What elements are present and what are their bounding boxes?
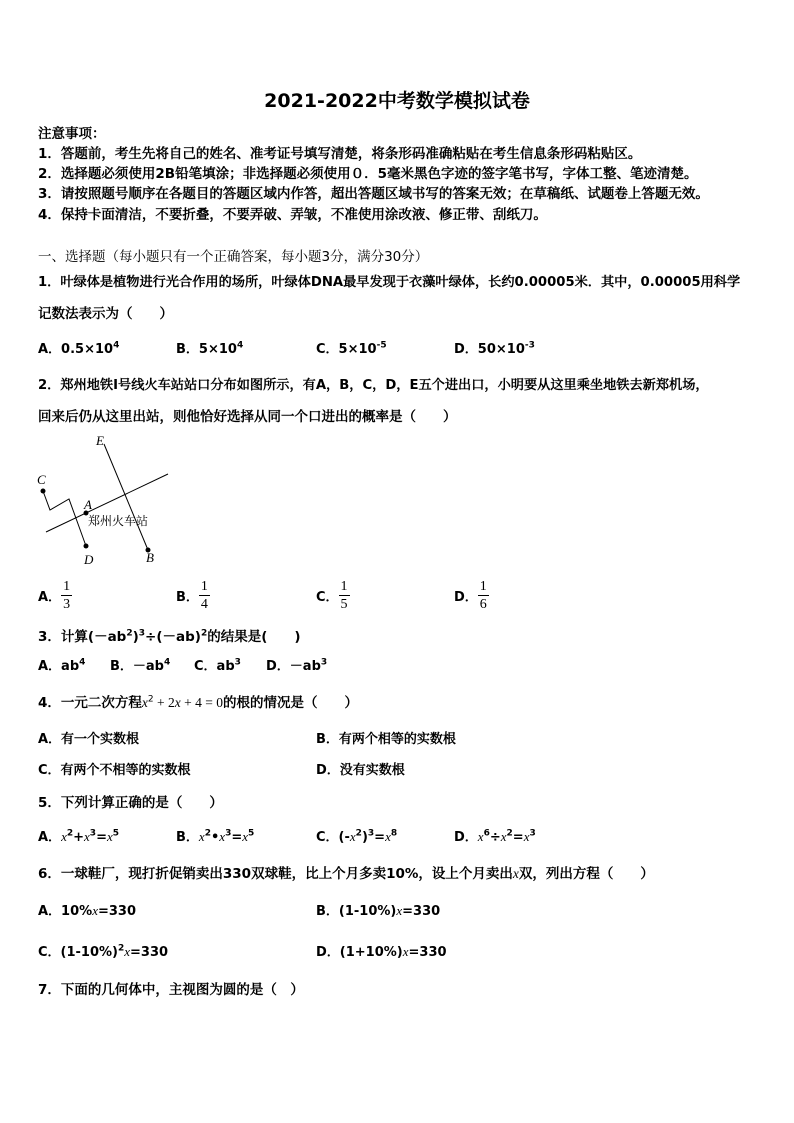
q5-option-d: D．$x^6\div x^2=x^3$ bbox=[454, 828, 536, 845]
question-7: 7．下面的几何体中，主视图为圆的是（ ） bbox=[38, 982, 304, 998]
label-e: E bbox=[96, 434, 104, 448]
question-2-line-1: 2．郑州地铁Ⅰ号线火车站站口分布如图所示，有A，B，C，D，E五个进出口，小明要从这里乘坐地铁去新郑机场， bbox=[38, 378, 709, 393]
q4-option-c: C．有两个不相等的实数根 bbox=[38, 763, 191, 778]
q1-option-d: D．$50\times 10^{-3}$ bbox=[454, 340, 535, 357]
station-map-figure bbox=[36, 434, 176, 569]
section-heading: 一、选择题（每小题只有一个正确答案，每小题3分，满分30分） bbox=[38, 249, 429, 265]
question-4: 4．一元二次方程$x^2 + 2x + 4 = 0$的根的情况是（ ） bbox=[38, 694, 358, 711]
line-e-b bbox=[104, 444, 148, 550]
q4-option-b: B．有两个相等的实数根 bbox=[316, 732, 456, 747]
q6-option-c: C．$(1-10\%)^2x=330$ bbox=[38, 943, 169, 960]
notice-item-2: 2．选择题必须使用2B铅笔填涂；非选择题必须使用０．5毫米黑色字迹的签字笔书写，字体工整、笔迹清楚。 bbox=[38, 166, 698, 182]
notice-item-1: 1．答题前，考生先将自己的姓名、准考证号填写清楚，将条形码准确粘贴在考生信息条形码粘贴区。 bbox=[38, 146, 642, 162]
question-2-line-2: 回来后仍从这里出站，则他恰好选择从同一个口进出的概率是（ ） bbox=[38, 409, 457, 425]
notice-heading: 注意事项： bbox=[38, 126, 106, 142]
q3-option-d: D．$-ab^3$ bbox=[266, 657, 328, 674]
label-a: A bbox=[84, 497, 92, 512]
line-c-d bbox=[43, 491, 86, 546]
q1-option-a: A．$0.5\times 10^4$ bbox=[38, 340, 120, 357]
q2-option-a: A． $\frac{1}{3}$ bbox=[38, 579, 71, 612]
q3-option-b: B．$-ab^4$ bbox=[110, 657, 171, 674]
q4-option-d: D．没有实数根 bbox=[316, 763, 405, 778]
q5-option-b: B．$x^2•x^3=x^5$ bbox=[176, 828, 255, 845]
q6-option-b: B．(1-10%)x=330 bbox=[316, 903, 441, 919]
q6-option-a: A．10%x=330 bbox=[38, 903, 136, 919]
q3-option-a: A．$ab^4$ bbox=[38, 657, 86, 674]
point-d bbox=[84, 544, 89, 549]
notice-item-3: 3．请按照题号顺序在各题目的答题区域内作答，超出答题区域书写的答案无效；在草稿纸、试题卷上答题无效。 bbox=[38, 186, 709, 202]
q5-option-a: A．$x^2+x^3=x^5$ bbox=[38, 828, 120, 845]
question-1-line-2: 记数法表示为（ ） bbox=[38, 306, 173, 322]
label-d: D bbox=[84, 552, 94, 567]
label-c: C bbox=[37, 472, 46, 487]
q1-option-b: B．$5\times 10^4$ bbox=[176, 340, 244, 357]
q6-option-d: D．(1+10%)x=330 bbox=[316, 944, 447, 960]
page-title: 2021-2022中考数学模拟试卷 bbox=[264, 90, 530, 112]
q2-option-c: C． $\frac{1}{5}$ bbox=[316, 579, 348, 612]
question-5: 5．下列计算正确的是（ ） bbox=[38, 795, 223, 811]
notice-item-4: 4．保持卡面清洁，不要折叠，不要弄破、弄皱，不准使用涂改液、修正带、刮纸刀。 bbox=[38, 207, 547, 223]
q2-option-d: D． $\frac{1}{6}$ bbox=[454, 579, 487, 612]
question-6: 6．一球鞋厂，现打折促销卖出330双球鞋，比上个月多卖10%，设上个月卖出x双，列出方程（ ） bbox=[38, 866, 654, 882]
q3-option-c: C．$ab^3$ bbox=[194, 657, 241, 674]
question-1-line-1: 1．叶绿体是植物进行光合作用的场所，叶绿体DNA最早发现于衣藻叶绿体，长约0.00005米．其中，0.00005用科学 bbox=[38, 275, 741, 290]
q1-option-c: C．$5\times 10^{-5}$ bbox=[316, 340, 387, 357]
q2-option-b: B． $\frac{1}{4}$ bbox=[176, 579, 208, 612]
question-3: 3．计算$(-ab^2)^3\div(-ab)^2$的结果是( ) bbox=[38, 628, 301, 645]
q4-option-a: A．有一个实数根 bbox=[38, 732, 140, 747]
q5-option-c: C．$(-x^2)^3=x^8$ bbox=[316, 828, 398, 845]
station-name: 郑州火车站 bbox=[88, 514, 149, 528]
point-c bbox=[41, 489, 46, 494]
label-b: B bbox=[146, 550, 154, 565]
